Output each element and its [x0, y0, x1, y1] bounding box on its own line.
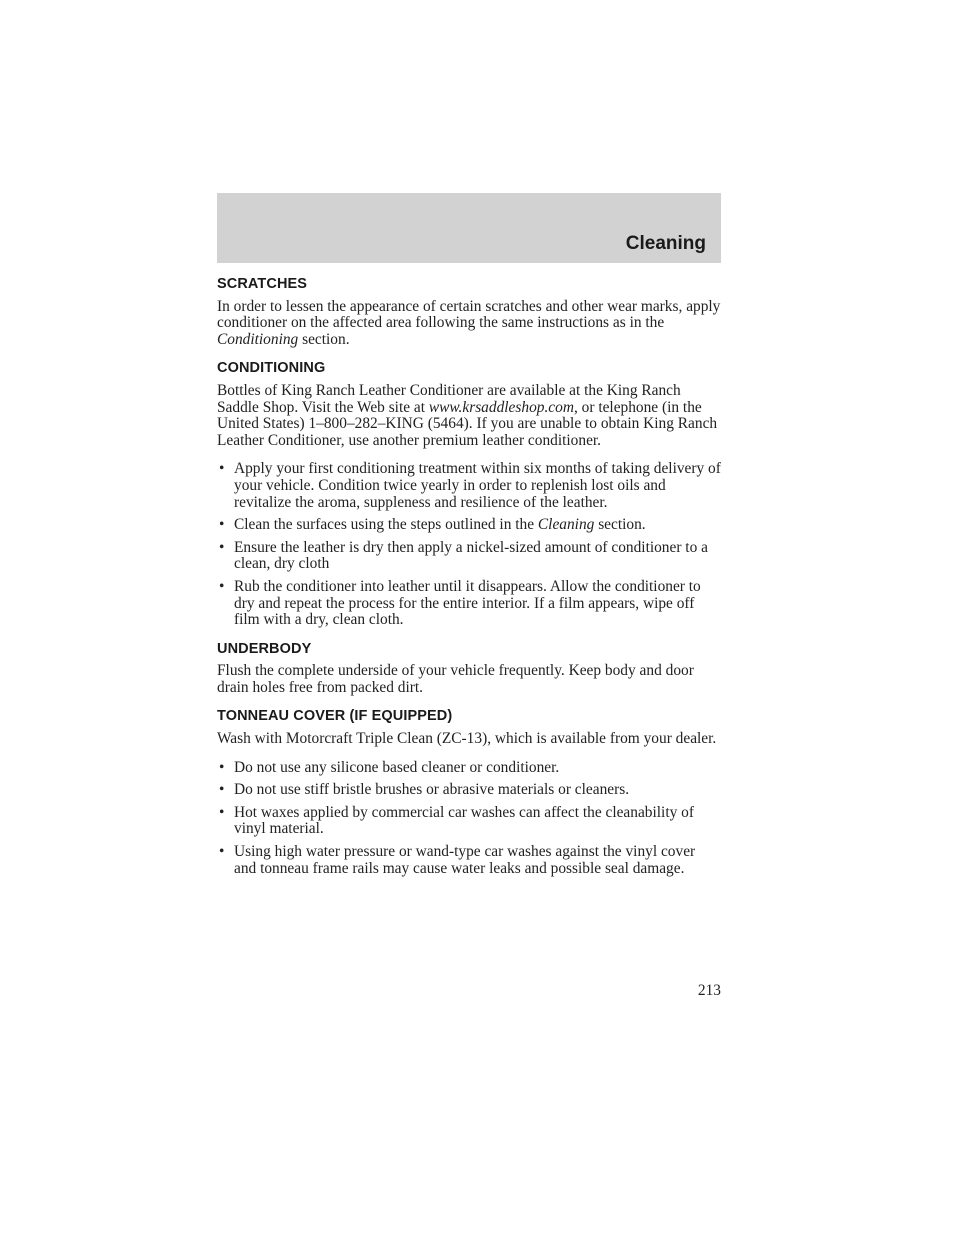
list-item — [217, 540, 721, 573]
paragraph-text: , or telephone (in the United States) 1–800–282–KING (5464). If you are unable to obtain King Ranch Leather Conditioner, use another premium leather conditioner. — [217, 398, 718, 449]
list-item — [217, 517, 721, 534]
list-item-text: Clean the surfaces using the steps outlined in the — [234, 516, 538, 534]
bullet-icon: • — [219, 803, 225, 821]
list-item-text: Hot waxes applied by commercial car washes can affect the cleanability of vinyl material. — [234, 803, 694, 838]
section-tonneau-cover — [217, 708, 721, 877]
bullet-icon: • — [219, 758, 225, 776]
page-number: 213 — [697, 982, 721, 999]
list-item-text: Using high water pressure or wand-type car washes against the vinyl cover and tonneau frame rails may cause water leaks and possible seal damage. — [234, 843, 696, 877]
list-item — [217, 805, 721, 838]
section-paragraph — [217, 299, 721, 349]
section-paragraph — [217, 383, 721, 449]
section-paragraph: Wash with Motorcraft Triple Clean (ZC-13), which is available from your dealer. — [217, 730, 717, 748]
list-item-text: Ensure the leather is dry then apply a nickel-sized amount of conditioner to a clean, dry cloth — [234, 538, 708, 573]
section-heading: TONNEAU COVER (IF EQUIPPED) — [217, 708, 453, 725]
paragraph-text: Bottles of King Ranch Leather Conditioner are available at the King Ranch Saddle Shop. Visit the Web site at — [217, 381, 681, 416]
bullet-icon: • — [219, 460, 225, 478]
chapter-header-band — [217, 193, 721, 263]
list-item — [217, 760, 721, 777]
list-item — [217, 844, 721, 877]
section-heading: UNDERBODY — [217, 640, 312, 657]
page-content — [217, 276, 721, 889]
section-heading: CONDITIONING — [217, 360, 326, 377]
italic-reference: Cleaning — [537, 516, 595, 534]
list-item — [217, 579, 721, 629]
italic-reference: Conditioning — [217, 330, 299, 348]
bullet-icon: • — [219, 516, 225, 534]
bullet-icon: • — [219, 577, 225, 595]
bullet-list — [217, 760, 721, 878]
list-item-text: Do not use any silicone based cleaner or conditioner. — [234, 758, 560, 776]
chapter-title: Cleaning — [625, 233, 706, 254]
section-underbody — [217, 641, 721, 697]
website-reference: www.krsaddleshop.com — [428, 398, 574, 416]
bullet-icon: • — [219, 843, 225, 861]
section-heading: SCRATCHES — [217, 276, 308, 292]
bullet-icon: • — [219, 781, 225, 799]
bullet-icon: • — [219, 538, 225, 556]
list-item — [217, 782, 721, 799]
paragraph-text: In order to lessen the appearance of certain scratches and other wear marks, apply conditioner on the affected area following the same instructions as in the — [217, 297, 721, 332]
list-item-text: section. — [594, 516, 646, 534]
list-item-text: Apply your first conditioning treatment within six months of taking delivery of your vehicle. Condition twice yearly in order to replenish lost oils and revitalize the aroma, suppleness and resilience of the leather. — [234, 460, 721, 511]
bullet-list — [217, 461, 721, 628]
list-item — [217, 461, 721, 511]
section-paragraph: Flush the complete underside of your vehicle frequently. Keep body and door drain holes free from packed dirt. — [217, 662, 694, 696]
section-conditioning — [217, 360, 721, 628]
paragraph-text: section. — [298, 330, 350, 348]
list-item-text: Rub the conditioner into leather until it disappears. Allow the conditioner to dry and repeat the process for the entire interior. If a film appears, wipe off film with a dry, clean cloth. — [234, 577, 701, 629]
section-scratches — [217, 276, 721, 348]
list-item-text: Do not use stiff bristle brushes or abrasive materials or cleaners. — [234, 781, 630, 799]
